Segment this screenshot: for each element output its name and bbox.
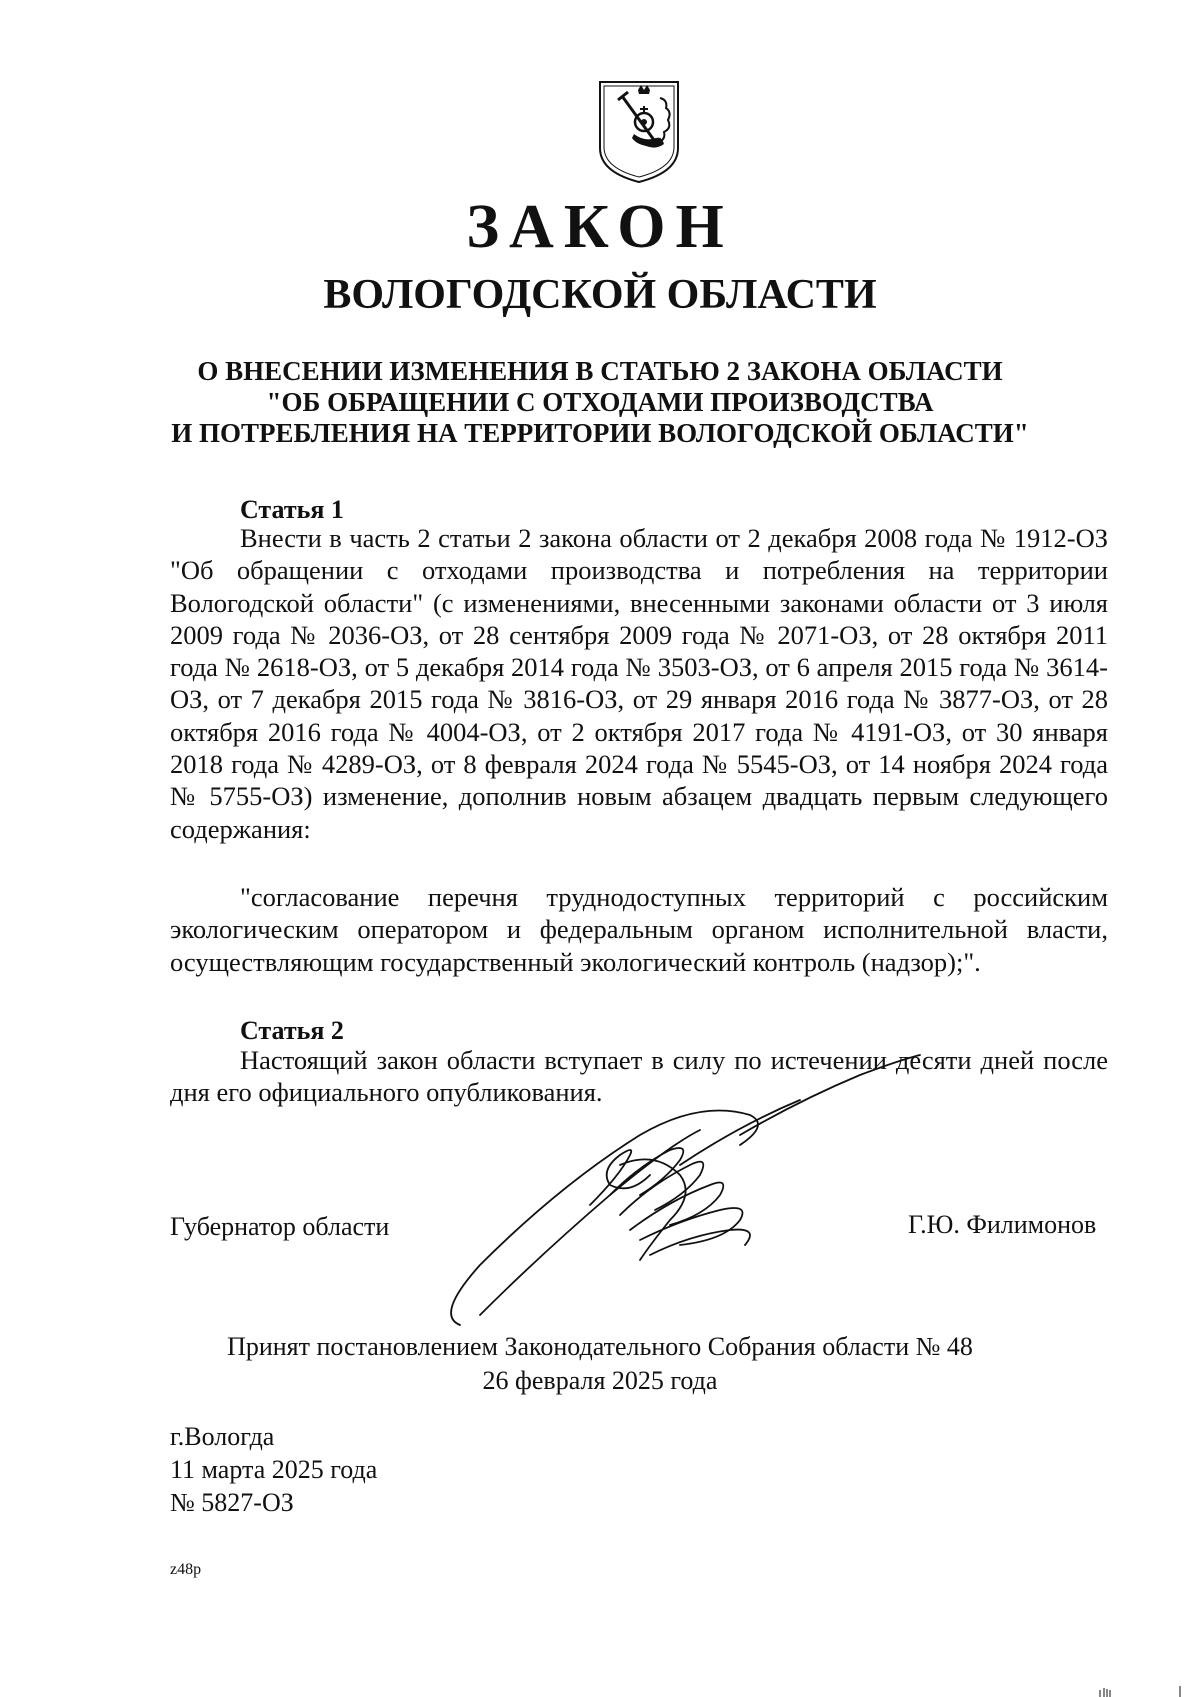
article1-title: Статья 1 bbox=[240, 495, 344, 524]
adoption-info bbox=[0, 1330, 1200, 1398]
footer-number: № 5827-ОЗ bbox=[170, 1488, 294, 1517]
law-heading-line: И ПОТРЕБЛЕНИЯ НА ТЕРРИТОРИИ ВОЛОГОДСКОЙ ОБЛАСТИ" bbox=[171, 418, 1029, 448]
handwritten-signature bbox=[440, 1045, 940, 1345]
adoption-date: 26 февраля 2025 года bbox=[482, 1366, 718, 1395]
law-heading-line: О ВНЕСЕНИИ ИЗМЕНЕНИЯ В СТАТЬЮ 2 ЗАКОНА ОБЛАСТИ bbox=[197, 356, 1003, 386]
article1-quote: "согласование перечня труднодоступных территорий с российским экологическим оператором и федеральным органом исполнительной власти, осуществляющим государственный экологический контроль (надзор);". bbox=[170, 882, 1108, 977]
footer-date: 11 марта 2025 года bbox=[170, 1455, 378, 1484]
footer-code: z48p bbox=[170, 1561, 202, 1578]
law-heading-line: "ОБ ОБРАЩЕНИИ С ОТХОДАМИ ПРОИЗВОДСТВА bbox=[266, 387, 934, 417]
adoption-line: Принят постановлением Законодательного Собрания области № 48 bbox=[227, 1332, 973, 1361]
signatory-name: Г.Ю. Филимонов bbox=[908, 1210, 1097, 1239]
law-heading bbox=[0, 356, 1200, 449]
document-title: ЗАКОН bbox=[466, 193, 734, 261]
document-subtitle: ВОЛОГОДСКОЙ ОБЛАСТИ bbox=[323, 272, 877, 318]
article1-text: Внести в часть 2 статьи 2 закона области от 2 декабря 2008 года № 1912-ОЗ "Об обращении с отходами производства и потребления на территории Вологодской области" (с изменениями, внесенными законами области от 3 июля 2009 года № 2036-ОЗ, от 28 сентября 2009 года № 2071-ОЗ, от 28 октября 2011 года № 2618-ОЗ, от 5 декабря 2014 года № 3503-ОЗ, от 6 апреля 2015 года № 3614-ОЗ, от 7 декабря 2015 года № 3816-ОЗ, от 29 января 2016 года № 3877-ОЗ, от 28 октября 2016 года № 4004-ОЗ, от 2 октября 2017 года № 4191-ОЗ, от 30 января 2018 года № 4289-ОЗ, от 8 февраля 2024 года № 5545-ОЗ, от 14 ноября 2024 года № 5755-ОЗ) изменение, дополнив новым абзацем двадцать первым следующего содержания: bbox=[170, 523, 1108, 844]
article2-text: Настоящий закон области вступает в силу по истечении десяти дней после дня его официального опубликования. bbox=[170, 1045, 1108, 1108]
footer-city: г.Вологда bbox=[170, 1422, 275, 1451]
scan-edge-marks bbox=[1070, 1680, 1190, 1697]
signatory-position: Губернатор области bbox=[170, 1212, 390, 1241]
coat-of-arms-emblem bbox=[594, 76, 684, 186]
article2-title: Статья 2 bbox=[240, 1016, 344, 1045]
